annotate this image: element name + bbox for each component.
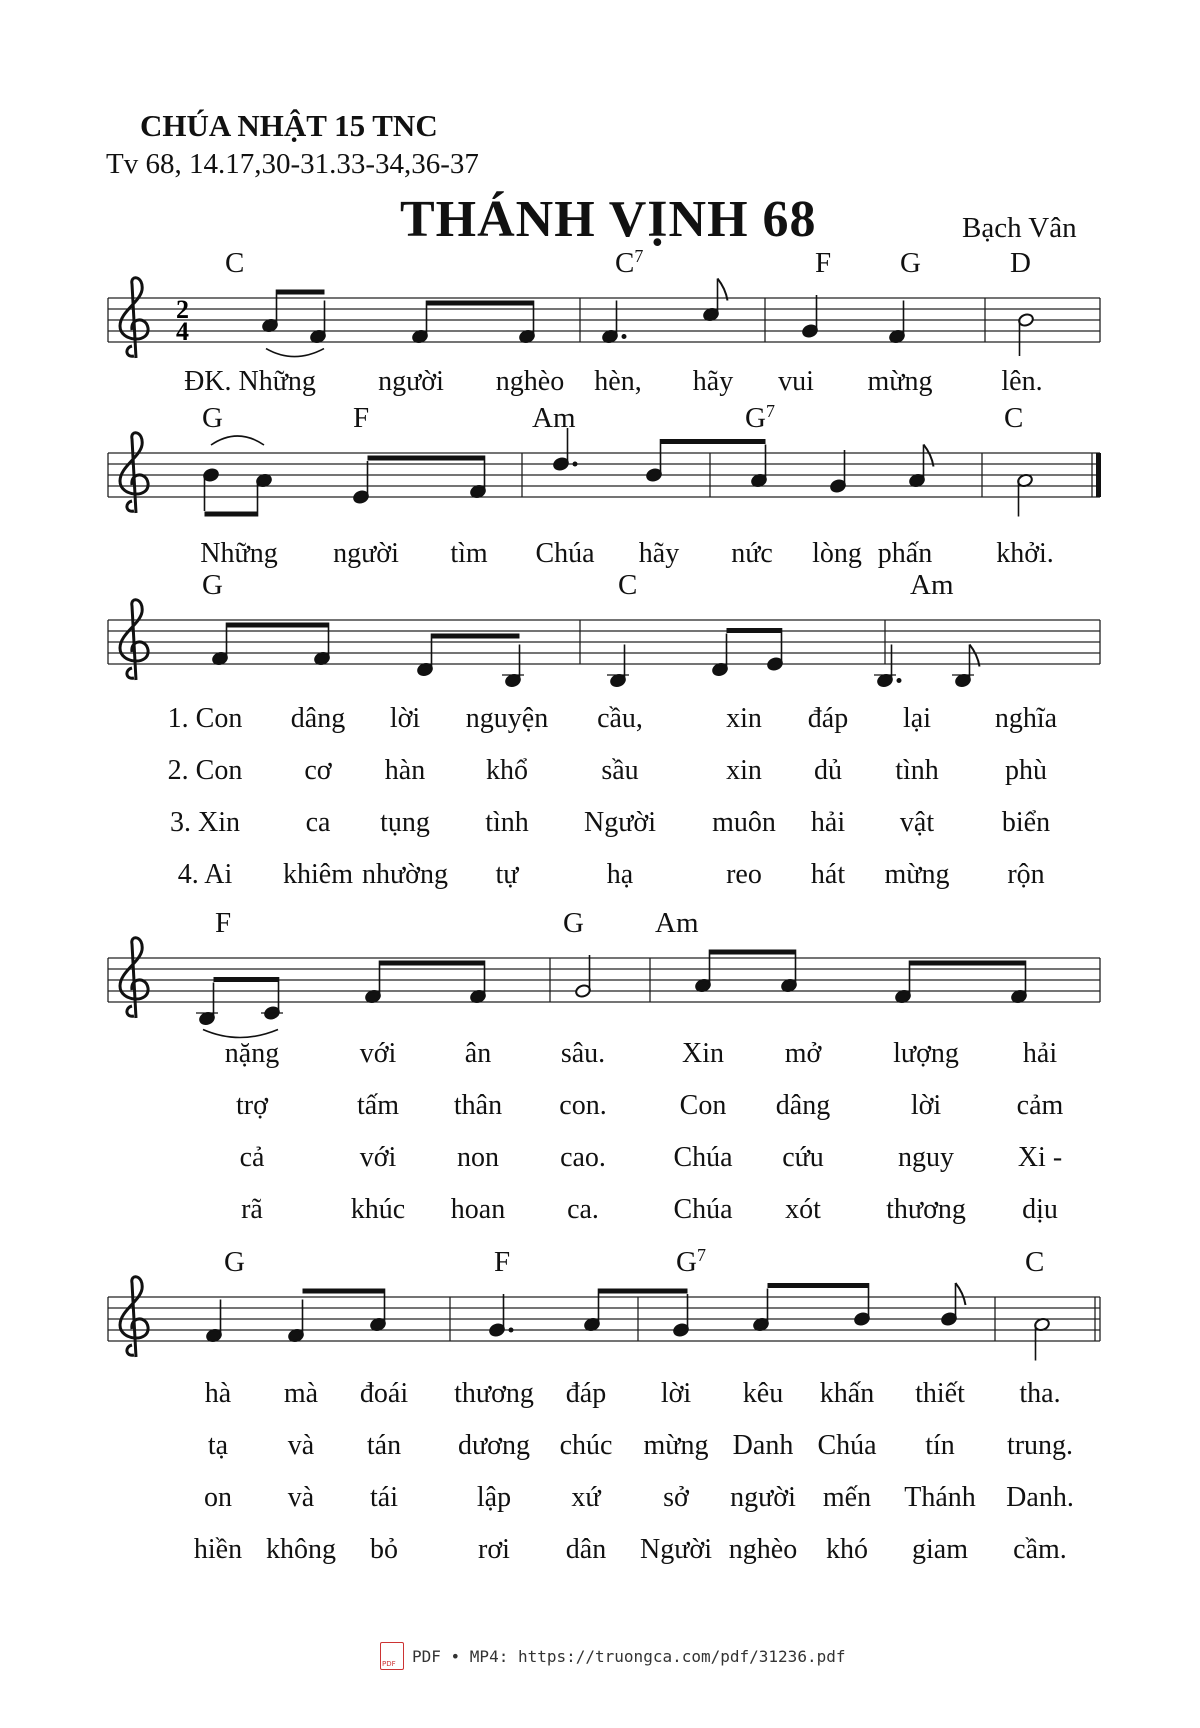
chord-symbol: Am [655, 907, 699, 939]
lyric-syllable: khởi. [996, 538, 1054, 569]
lyric-syllable: người [730, 1482, 796, 1513]
lyric-syllable: giam [912, 1534, 968, 1565]
lyric-syllable: 3. Xin [170, 807, 240, 838]
lyric-syllable: rã [241, 1194, 263, 1225]
lyric-syllable: thân [453, 1090, 503, 1121]
staff-system [108, 246, 1100, 397]
lyric-syllable: tình [895, 755, 939, 786]
lyric-syllable: khó [826, 1534, 868, 1565]
lyric-syllable: nặng [224, 1038, 280, 1069]
lyric-syllable: sầu [601, 755, 639, 786]
lyric-syllable: tái [370, 1482, 398, 1513]
treble-clef-icon [120, 1277, 148, 1357]
lyric-syllable: ca. [567, 1194, 599, 1225]
lyric-syllable: mừng [643, 1430, 709, 1461]
lyric-syllable: mừng [867, 366, 933, 397]
footer-link[interactable] [380, 1642, 845, 1670]
lyric-syllable: muôn [712, 807, 776, 838]
lyric-syllable: hải [810, 807, 846, 838]
lyric-syllable: hạ [606, 859, 634, 890]
lyric-syllable: thương [454, 1378, 534, 1409]
lyric-syllable: con. [559, 1090, 607, 1121]
lyric-syllable: lời [910, 1090, 942, 1121]
lyric-syllable: on [204, 1482, 232, 1513]
lyric-syllable: nguy [898, 1142, 954, 1173]
lyric-syllable: chúc [559, 1430, 613, 1461]
lyric-syllable: hát [810, 859, 846, 890]
lyric-syllable: ĐK. Những [184, 366, 316, 397]
lyric-syllable: thiết [915, 1378, 965, 1409]
final-barline-thick [1096, 453, 1101, 497]
chord-symbol: $C^7$ [615, 246, 644, 279]
lyric-syllable: dủ [814, 755, 842, 786]
beam [205, 512, 258, 517]
lyric-syllable: khổ [486, 755, 528, 786]
lyric-syllable: nghĩa [994, 703, 1058, 734]
slur [266, 349, 324, 357]
flag [718, 279, 728, 301]
lyric-syllable: đáp [565, 1378, 607, 1409]
chord-symbol: Am [910, 569, 954, 601]
beam [910, 961, 1026, 966]
beam [599, 1289, 688, 1294]
lyric-syllable: lại [903, 703, 931, 734]
lyric-syllable: lập [476, 1482, 512, 1513]
flag [924, 445, 934, 467]
lyric-syllable: tự [495, 859, 519, 890]
lyric-syllable: mà [283, 1378, 319, 1409]
chord-symbol: F [215, 907, 232, 939]
lyric-syllable: cao. [560, 1142, 606, 1173]
dot [897, 678, 902, 683]
lyric-syllable: phù [1005, 755, 1047, 786]
lyric-syllable: rơi [478, 1534, 510, 1565]
lyric-syllable: Danh [732, 1430, 794, 1461]
lyric-syllable: lòng [812, 538, 862, 569]
lyric-syllable: Người [584, 807, 656, 838]
chord-symbol: D [1010, 247, 1031, 279]
lyric-syllable: trung. [1006, 1430, 1074, 1461]
lyric-syllable: dương [458, 1430, 530, 1461]
beam [661, 439, 766, 444]
lyric-syllable: Danh. [1006, 1482, 1074, 1513]
lyric-syllable: hoan [450, 1194, 506, 1225]
lyric-syllable: non [457, 1142, 499, 1173]
time-signature [176, 295, 189, 346]
lyric-syllable: Chúa [817, 1430, 877, 1461]
lyric-syllable: nghèo [495, 366, 565, 397]
lyric-syllable: dân [565, 1534, 607, 1565]
lyric-syllable: hiền [193, 1534, 243, 1565]
lyric-syllable: người [378, 366, 444, 397]
treble-clef-icon [120, 600, 148, 680]
occasion-heading: CHÚA NHẬT 15 TNC [140, 108, 438, 143]
staff-system [108, 401, 1101, 569]
lyric-syllable: mừng [884, 859, 950, 890]
beam [710, 950, 796, 955]
beam [768, 1283, 869, 1288]
lyric-syllable: cứu [782, 1142, 824, 1173]
lyric-syllable: lên. [1001, 366, 1043, 397]
beam [277, 290, 325, 295]
lyric-syllable: xin [726, 703, 762, 734]
lyric-syllable: với [359, 1038, 397, 1069]
lyric-syllable: khiêm [283, 859, 353, 890]
beam [227, 623, 329, 628]
chord-symbol: $G^7$ [745, 401, 775, 434]
lyric-syllable: Xin [682, 1038, 724, 1069]
chord-symbol: G [900, 247, 921, 279]
beam [368, 456, 485, 461]
lyric-syllable: tán [366, 1430, 402, 1461]
psalm-reference: Tv 68, 14.17,30-31.33-34,36-37 [106, 148, 479, 180]
lyric-syllable: và [287, 1482, 315, 1513]
lyric-syllable: thương [886, 1194, 966, 1225]
treble-clef-icon [120, 938, 148, 1018]
lyric-syllable: vui [778, 366, 814, 397]
lyric-syllable: hèn, [594, 366, 642, 397]
beam [427, 301, 534, 306]
lyric-syllable: và [287, 1430, 315, 1461]
lyric-syllable: 2. Con [167, 755, 243, 786]
lyric-syllable: ca [305, 807, 331, 838]
lyric-syllable: khấn [819, 1378, 875, 1409]
dot [622, 334, 627, 339]
lyric-syllable: nghèo [728, 1534, 798, 1565]
chord-symbol: G [224, 1246, 245, 1278]
lyric-syllable: xin [726, 755, 762, 786]
beam [214, 977, 279, 982]
chord-symbol: C [1025, 1246, 1045, 1278]
treble-clef-icon [120, 278, 148, 358]
lyric-syllable: Những [200, 538, 278, 569]
lyric-syllable: hãy [638, 538, 680, 569]
lyric-syllable: tìm [450, 538, 488, 569]
lyric-syllable: Xi - [1017, 1142, 1063, 1173]
lyric-syllable: nức [731, 538, 773, 569]
lyric-syllable: Chúa [673, 1142, 733, 1173]
lyric-syllable: Thánh [904, 1482, 976, 1513]
lyric-syllable: cầu, [597, 703, 643, 734]
lyric-syllable: hãy [692, 366, 734, 397]
lyric-syllable: 1. Con [167, 703, 243, 734]
lyric-syllable: cầm. [1013, 1534, 1067, 1565]
lyric-syllable: sở [663, 1482, 689, 1513]
lyric-syllable: hải [1022, 1038, 1058, 1069]
lyric-syllable: cơ [304, 755, 332, 786]
lyric-syllable: hà [204, 1378, 232, 1409]
lyric-syllable: người [333, 538, 399, 569]
chord-symbol: G [202, 569, 223, 601]
chord-symbol: G [202, 402, 223, 434]
lyric-syllable: dâng [290, 703, 346, 734]
flag [956, 1283, 966, 1305]
chord-symbol: C [225, 247, 245, 279]
lyric-syllable: 4. Ai [177, 859, 233, 890]
lyric-syllable: cảm [1016, 1090, 1064, 1121]
lyric-syllable: đáp [807, 703, 849, 734]
lyric-syllable: phấn [877, 538, 933, 569]
lyric-syllable: tạ [207, 1430, 229, 1461]
lyric-syllable: trợ [236, 1090, 268, 1121]
time-signature-bottom: 4 [176, 317, 189, 346]
lyric-syllable: hàn [384, 755, 426, 786]
chord-symbol: C [1004, 402, 1024, 434]
lyric-syllable: lượng [893, 1038, 959, 1069]
chord-symbol: F [353, 402, 370, 434]
chord-symbol: Am [532, 402, 576, 434]
footer-text[interactable]: PDF • MP4: https://truongca.com/pdf/31236.pdf [412, 1646, 846, 1666]
beam [303, 1289, 385, 1294]
lyric-syllable: tình [485, 807, 529, 838]
song-title: THÁNH VỊNH 68 [400, 191, 817, 248]
chord-symbol: G [563, 907, 584, 939]
lyric-syllable: lời [389, 703, 421, 734]
lyric-syllable: bỏ [370, 1534, 398, 1565]
slur [211, 436, 264, 445]
lyric-syllable: kêu [742, 1378, 784, 1409]
lyric-syllable: sâu. [560, 1038, 606, 1069]
beam [432, 634, 520, 639]
lyric-syllable: xứ [571, 1482, 601, 1513]
time-signature-top: 2 [176, 295, 189, 324]
treble-clef-icon [120, 433, 148, 513]
staff-system [108, 1245, 1100, 1565]
lyric-syllable: biển [1001, 807, 1051, 838]
lyric-syllable: Chúa [535, 538, 595, 569]
lyric-syllable: rộn [1007, 859, 1045, 890]
chord-symbol: F [815, 247, 832, 279]
lyric-syllable: reo [726, 859, 762, 890]
beam [727, 628, 782, 633]
lyric-syllable: Con [679, 1090, 727, 1121]
lyric-syllable: tha. [1019, 1378, 1061, 1409]
flag [970, 645, 980, 667]
lyric-syllable: không [266, 1534, 336, 1565]
lyric-syllable: nguyện [465, 703, 549, 734]
lyric-syllable: dâng [775, 1090, 831, 1121]
lyric-syllable: với [359, 1142, 397, 1173]
staff-system [108, 569, 1100, 890]
composer-name: Bạch Vân [962, 212, 1077, 244]
lyric-syllable: dịu [1022, 1194, 1058, 1225]
pdf-icon [380, 1642, 404, 1670]
lyric-syllable: lời [660, 1378, 692, 1409]
chord-symbol: C [618, 569, 638, 601]
chord-symbol: F [494, 1246, 511, 1278]
lyric-syllable: vật [899, 807, 935, 838]
lyric-syllable: tín [925, 1430, 955, 1461]
lyric-syllable: tụng [380, 807, 430, 838]
beam [380, 961, 485, 966]
lyric-syllable: mến [822, 1482, 872, 1513]
lyric-syllable: mở [784, 1038, 822, 1069]
slur [203, 1030, 278, 1038]
lyric-syllable: ân [464, 1038, 492, 1069]
lyric-syllable: Người [640, 1534, 712, 1565]
chord-symbol: $G^7$ [676, 1245, 706, 1278]
lyric-syllable: đoái [359, 1378, 409, 1409]
lyric-syllable: khúc [350, 1194, 406, 1225]
lyric-syllable: tấm [357, 1090, 399, 1121]
lyric-syllable: Chúa [673, 1194, 733, 1225]
lyric-syllable: xót [785, 1194, 821, 1225]
lyric-syllable: cả [239, 1142, 265, 1173]
staff-system [108, 907, 1100, 1225]
lyric-syllable: nhường [362, 859, 448, 890]
dot [509, 1328, 514, 1333]
dot [573, 462, 578, 467]
